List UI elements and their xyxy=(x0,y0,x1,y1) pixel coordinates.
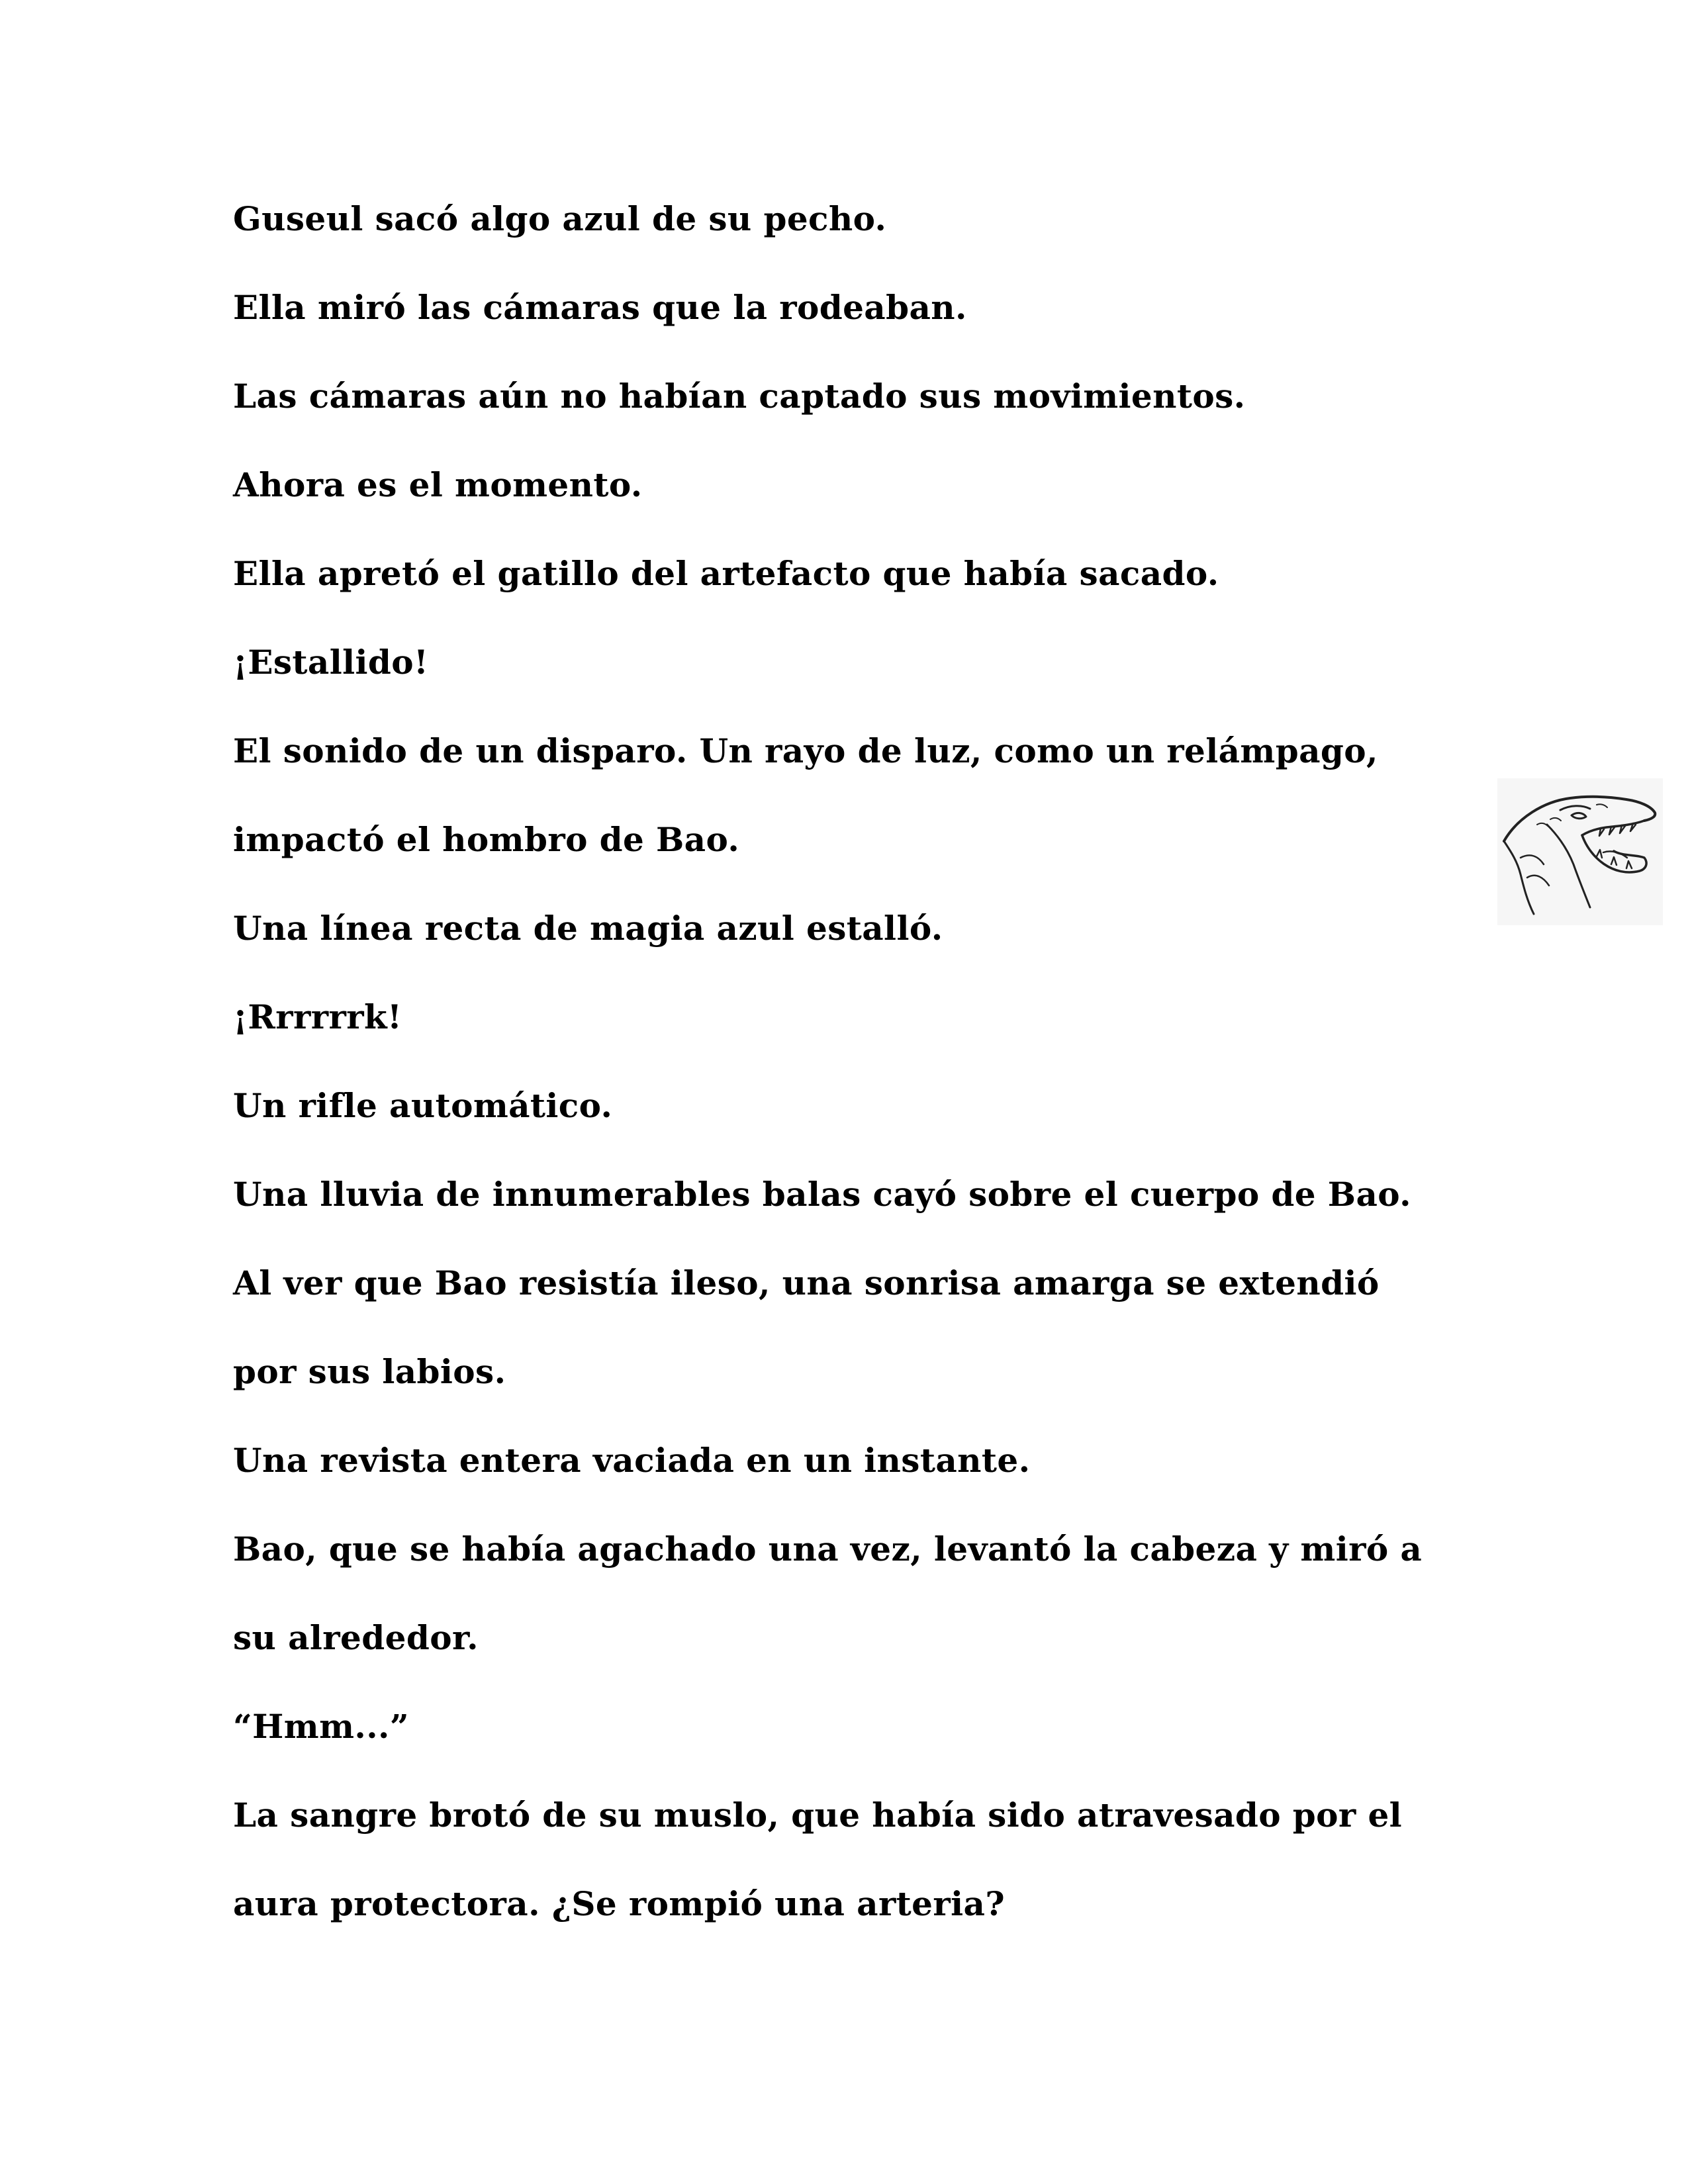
text-line: “Hmm...” xyxy=(233,1707,409,1746)
text-line: su alrededor. xyxy=(233,1618,479,1657)
text-line: Al ver que Bao resistía ileso, una sonrisa amarga se extendió xyxy=(233,1263,1380,1302)
document-body xyxy=(233,196,1477,1970)
text-line: Un rifle automático. xyxy=(233,1086,613,1125)
text-line: La sangre brotó de su muslo, que había sido atravesado por el xyxy=(233,1796,1403,1835)
text-line: Las cámaras aún no habían captado sus movimientos. xyxy=(233,377,1246,416)
text-line: Bao, que se había agachado una vez, levantó la cabeza y miró a xyxy=(233,1529,1423,1569)
text-line: impactó el hombro de Bao. xyxy=(233,820,740,859)
text-line: aura protectora. ¿Se rompió una arteria? xyxy=(233,1884,1006,1923)
text-line: Ella miró las cámaras que la rodeaban. xyxy=(233,288,967,327)
text-line: Ahora es el momento. xyxy=(233,465,643,504)
text-line: El sonido de un disparo. Un rayo de luz, como un relámpago, xyxy=(233,731,1378,770)
dinosaur-head-sketch-icon xyxy=(1497,778,1663,925)
text-line: Una línea recta de magia azul estalló. xyxy=(233,909,943,948)
text-line: Una revista entera vaciada en un instante. xyxy=(233,1441,1031,1480)
text-line: ¡Rrrrrrk! xyxy=(233,997,402,1036)
text-line: Guseul sacó algo azul de su pecho. xyxy=(233,199,887,238)
text-line: ¡Estallido! xyxy=(233,643,429,682)
text-line: Una lluvia de innumerables balas cayó sobre el cuerpo de Bao. xyxy=(233,1175,1411,1214)
text-line: Ella apretó el gatillo del artefacto que había sacado. xyxy=(233,554,1219,593)
text-line: por sus labios. xyxy=(233,1352,506,1391)
